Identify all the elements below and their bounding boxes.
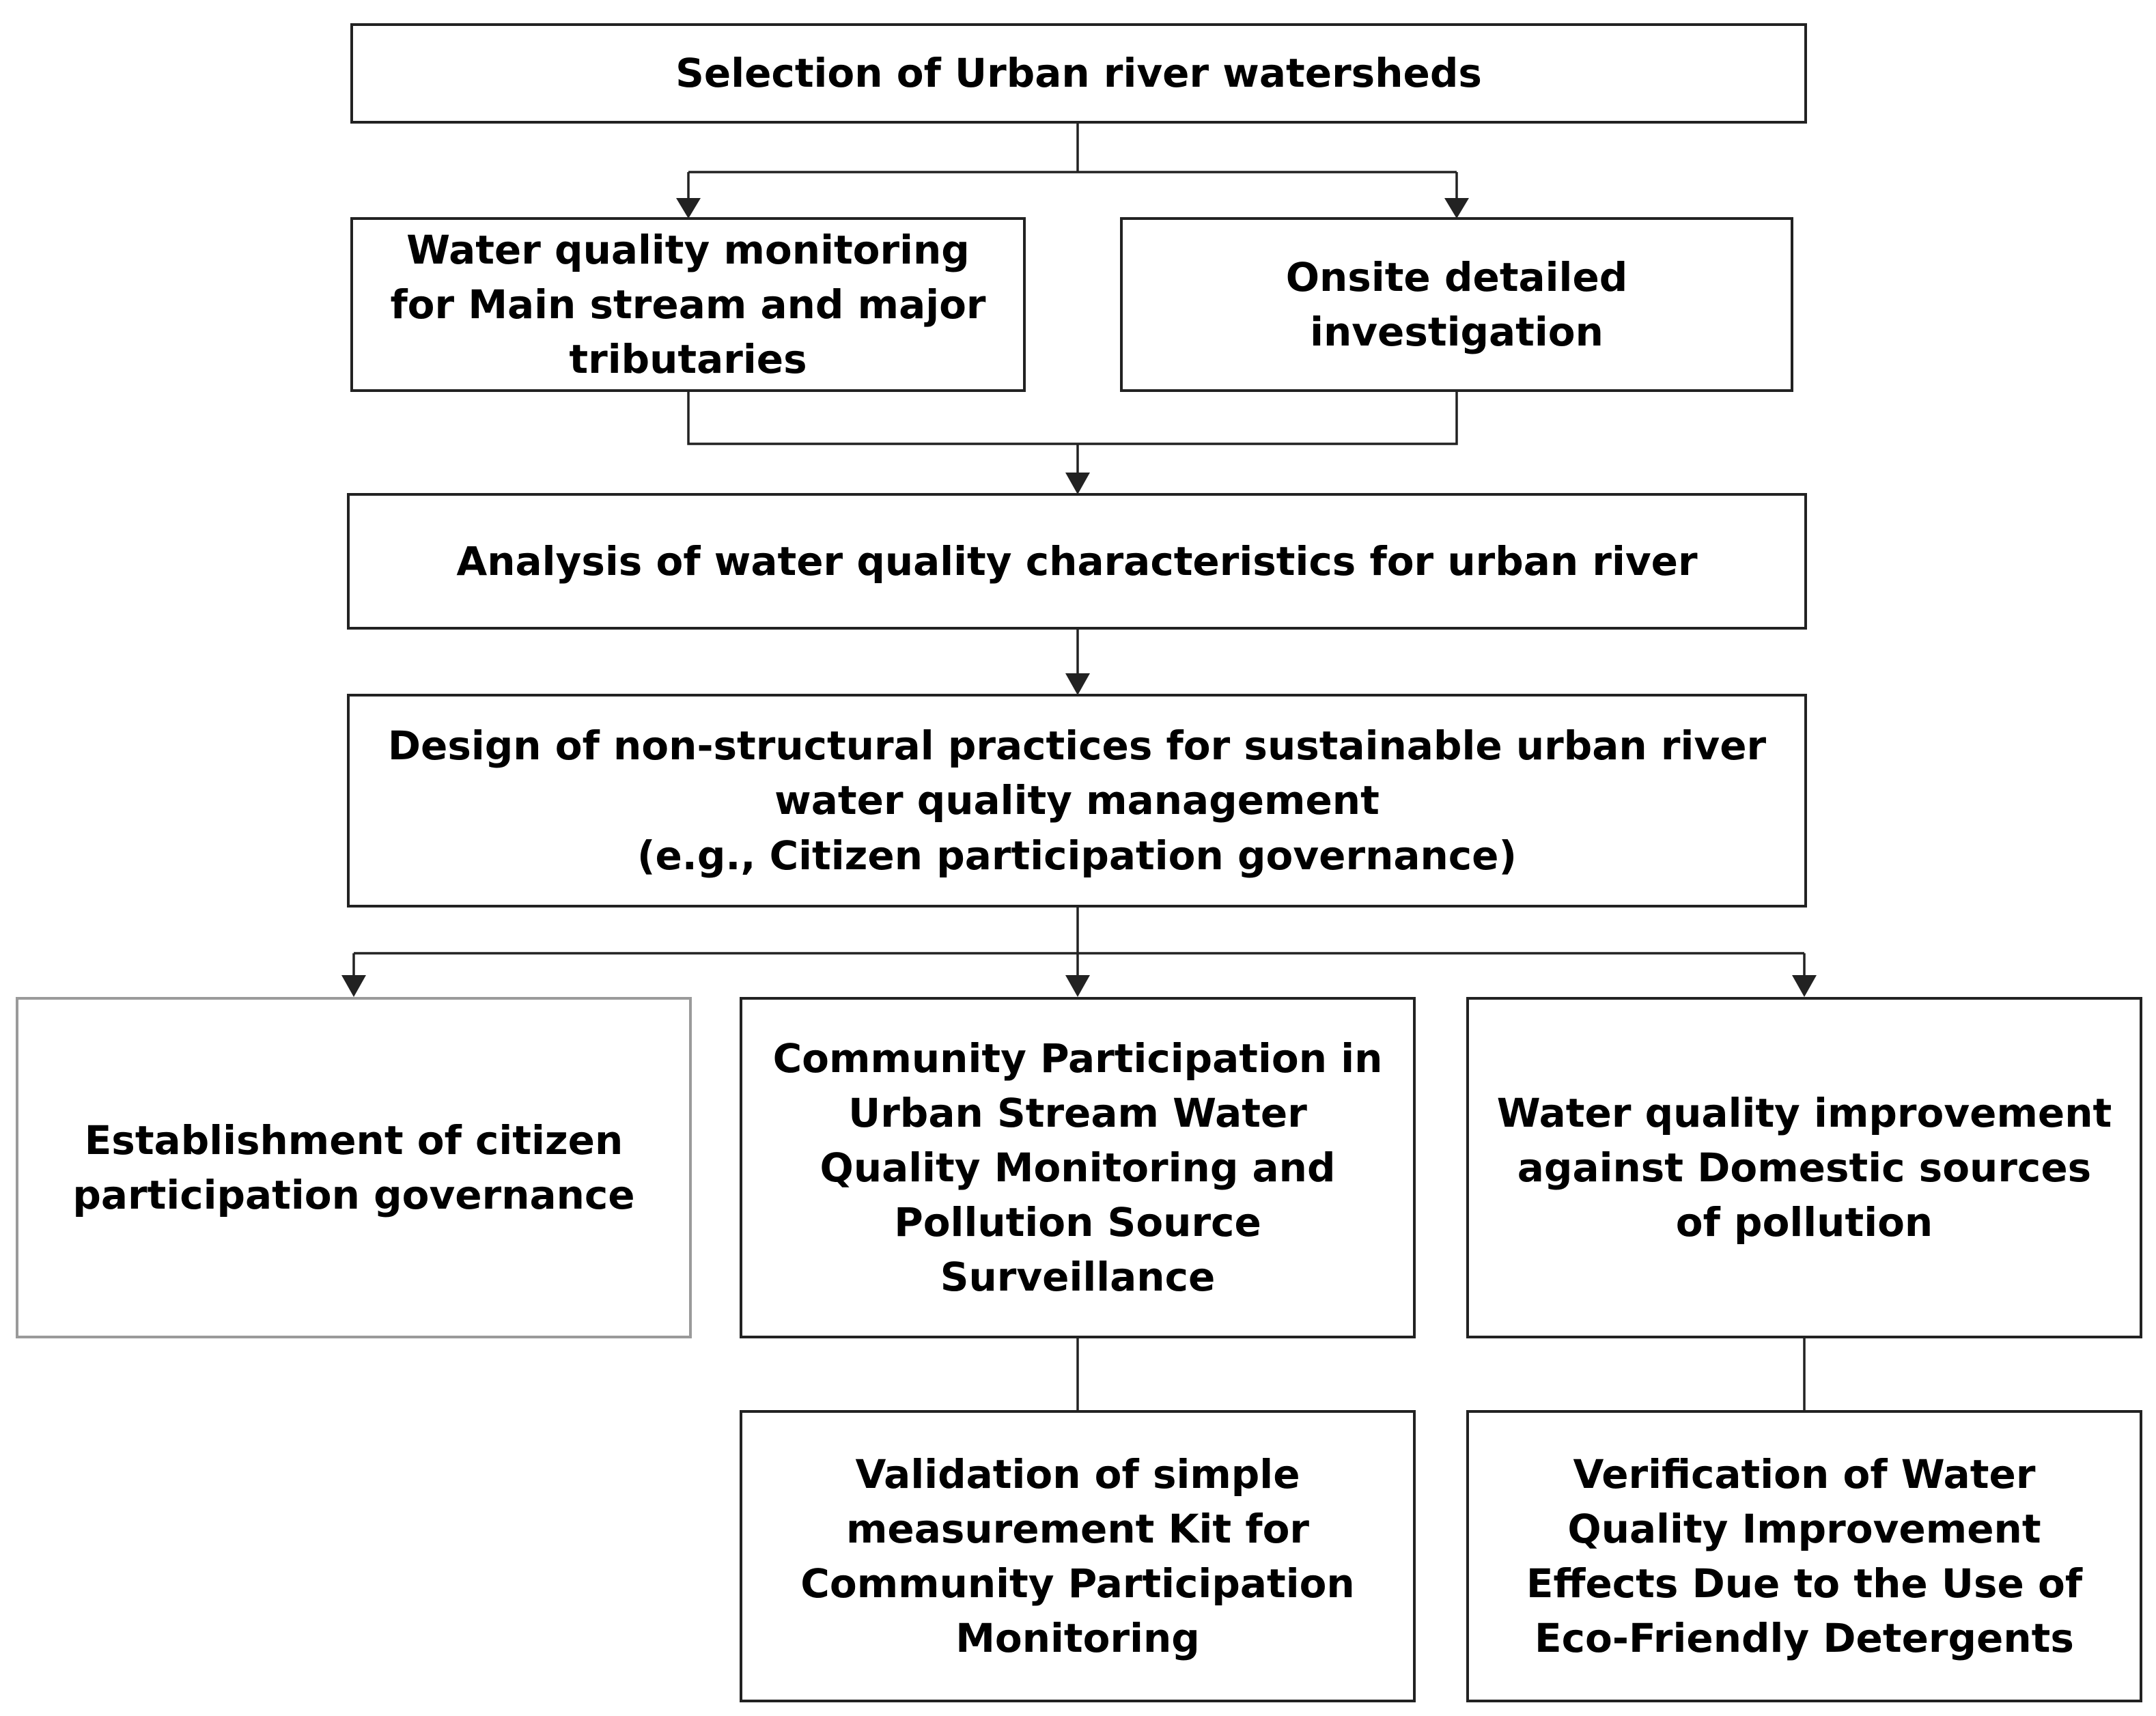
node-selection xyxy=(350,23,1807,124)
arrow-to-analysis xyxy=(1065,473,1090,494)
arrow-to-community xyxy=(1065,975,1090,997)
arrow-to-onsite xyxy=(1444,198,1469,219)
node-governance-label: Establishment of citizen participation governance xyxy=(72,1116,635,1218)
connector-design-split xyxy=(354,907,1804,976)
node-validation-label: Validation of simple measurement Kit for Community Participation Monitoring xyxy=(800,1450,1355,1662)
node-validation xyxy=(740,1410,1416,1702)
node-analysis-label: Analysis of water quality characteristics for urban river xyxy=(456,537,1698,585)
node-analysis xyxy=(347,493,1807,630)
arrow-to-design xyxy=(1065,673,1090,695)
arrow-to-improvement xyxy=(1792,975,1817,997)
node-design-label: Design of non-structural practices for sustainable urban river water quality management (e.g., Citizen participation governance) xyxy=(387,722,1767,879)
arrow-to-monitoring xyxy=(676,198,701,219)
node-monitoring-label: Water quality monitoring for Main stream and major tributaries xyxy=(390,226,986,383)
node-monitoring xyxy=(350,217,1026,392)
node-improvement-label: Water quality improvement against Domestic sources of pollution xyxy=(1496,1089,2112,1246)
connector-selection-split xyxy=(688,123,1457,172)
node-verification-label: Verification of Water Quality Improvement Effects Due to the Use of Eco-Friendly Detergents xyxy=(1526,1450,2083,1662)
connector-merge-to-analysis xyxy=(688,391,1457,474)
node-community xyxy=(740,997,1416,1338)
node-governance xyxy=(16,997,692,1338)
node-improvement xyxy=(1466,997,2142,1338)
node-onsite xyxy=(1120,217,1793,392)
node-community-label: Community Participation in Urban Stream Water Quality Monitoring and Pollution Source Surveillance xyxy=(772,1035,1383,1301)
node-verification xyxy=(1466,1410,2142,1702)
node-selection-label: Selection of Urban river watersheds xyxy=(675,50,1482,97)
arrow-to-governance xyxy=(341,975,366,997)
node-onsite-label: Onsite detailed investigation xyxy=(1285,253,1628,355)
node-design xyxy=(347,694,1807,908)
